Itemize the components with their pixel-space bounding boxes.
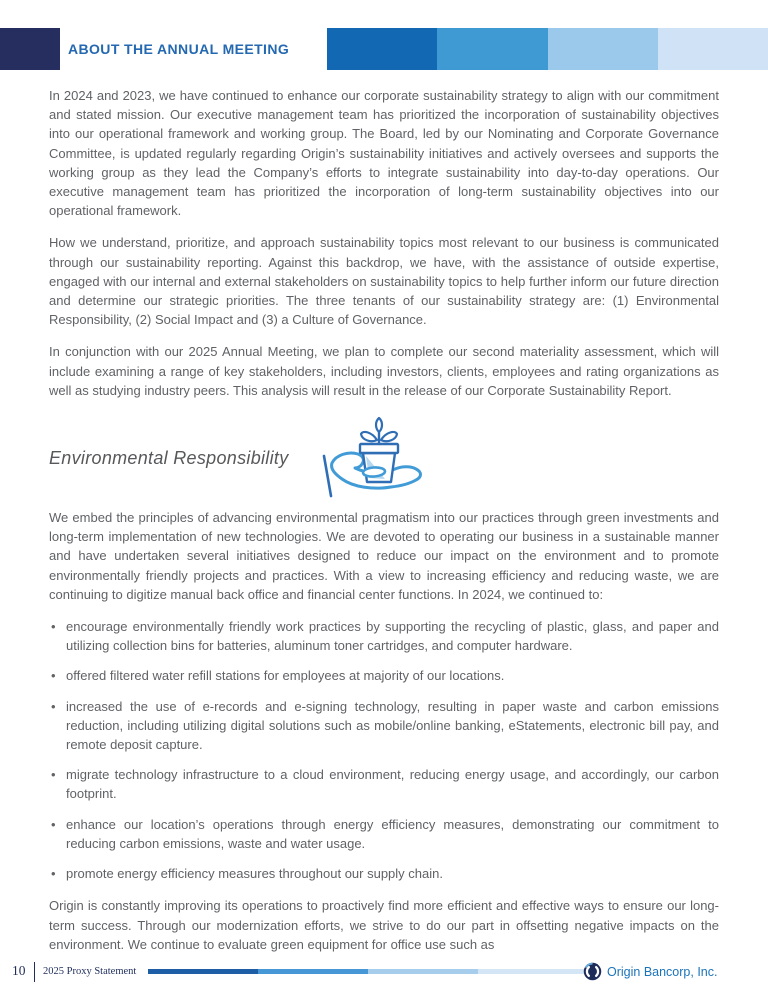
environmental-initiatives-list: [49, 617, 719, 883]
origin-logo-icon: [583, 962, 602, 981]
accent-bar-segment: [548, 28, 658, 70]
list-item: • migrate technology infrastructure to a cloud environment, reducing energy usage, and accordingly, our carbon footprint.: [49, 765, 719, 803]
page-header: [0, 28, 768, 70]
page-footer: [0, 962, 768, 984]
list-item: • promote energy efficiency measures throughout our supply chain.: [49, 864, 719, 883]
page-content: [49, 86, 719, 967]
hand-holding-plant-icon: [317, 416, 439, 500]
list-item: • increased the use of e-records and e-signing technology, resulting in paper waste and carbon emissions reduction, including utilizing digital solutions such as mobile/online banking, eStatements, electronic bill pay, and remote deposit capture.: [49, 697, 719, 755]
accent-bar-segment: [258, 969, 368, 974]
body-paragraph: In 2024 and 2023, we have continued to enhance our corporate sustainability strategy to align with our commitment and stated mission. Our executive management team has prioritized the incorporation of sustainability objectives into our operational framework and working group. The Board, led by our Nominating and Corporate Governance Committee, is updated regularly regarding Origin’s sustainability initiatives and actively oversees and supports the working group as they lead the Company’s efforts to integrate sustainability into day-to-day operations. Our executive management team has prioritized the incorporation of long-term sustainability objectives into our operational framework.: [49, 88, 719, 219]
footer-accent-bar: [148, 969, 588, 974]
environmental-responsibility-section-header: [49, 416, 719, 500]
body-paragraph: In conjunction with our 2025 Annual Meeting, we plan to complete our second materiality assessment, which will include examining a range of key stakeholders, including investors, clients, employees and rating organizations as well as studying industry peers. This analysis will result in the release of our Corporate Sustainability Report.: [49, 344, 719, 398]
accent-bar-segment: [658, 28, 768, 70]
document-title: 2025 Proxy Statement: [43, 966, 137, 977]
body-paragraph: How we understand, prioritize, and approach sustainability topics most relevant to our business is communicated through our sustainability reporting. Against this backdrop, we have, with the assistance of outside expertise, engaged with our internal and external stakeholders on sustainability topics to help further inform our future direction and determine our strategic priorities. The three tenants of our sustainability strategy are: (1) Environmental Responsibility, (2) Social Impact and (3) a Culture of Governance.: [49, 235, 719, 328]
accent-bar-segment: [478, 969, 588, 974]
list-item: • encourage environmentally friendly work practices by supporting the recycling of plastic, glass, and paper and utilizing collection bins for batteries, aluminum toner cartridges, and computer hardware.: [49, 617, 719, 655]
header-corner-block: [0, 28, 60, 70]
body-paragraph: We embed the principles of advancing environmental pragmatism into our practices through green investments and long-term implementation of new technologies. We are devoted to operating our business in a sustainable manner and have undertaken several initiatives designed to reduce our impact on the environment and to promote environmentally friendly projects and practices. With a view to increasing efficiency and reducing waste, we are continuing to digitize manual back office and financial center functions. In 2024, we continued to:: [49, 510, 719, 602]
footer-divider: [34, 962, 35, 982]
body-paragraph: Origin is constantly improving its operations to proactively find more efficient and effective ways to ensure our long-term success. Through our modernization efforts, we strive to do our part in offsetting negative impacts on the environment. We continue to evaluate green equipment for office use such as: [49, 898, 719, 952]
list-item: • enhance our location’s operations through energy efficiency measures, demonstrating our commitment to reducing carbon emissions, waste and water usage.: [49, 815, 719, 853]
accent-bar-segment: [327, 28, 437, 70]
section-heading: Environmental Responsibility: [49, 447, 289, 468]
accent-bar-segment: [148, 969, 258, 974]
page-number: 10: [12, 963, 26, 978]
accent-bar-segment: [368, 969, 478, 974]
list-item: • offered filtered water refill stations for employees at majority of our locations.: [49, 666, 719, 685]
page-title: ABOUT THE ANNUAL MEETING: [68, 41, 290, 57]
company-name: Origin Bancorp, Inc.: [607, 964, 718, 979]
accent-bar-segment: [437, 28, 547, 70]
company-branding: [583, 962, 717, 981]
header-accent-bar: [327, 28, 768, 70]
